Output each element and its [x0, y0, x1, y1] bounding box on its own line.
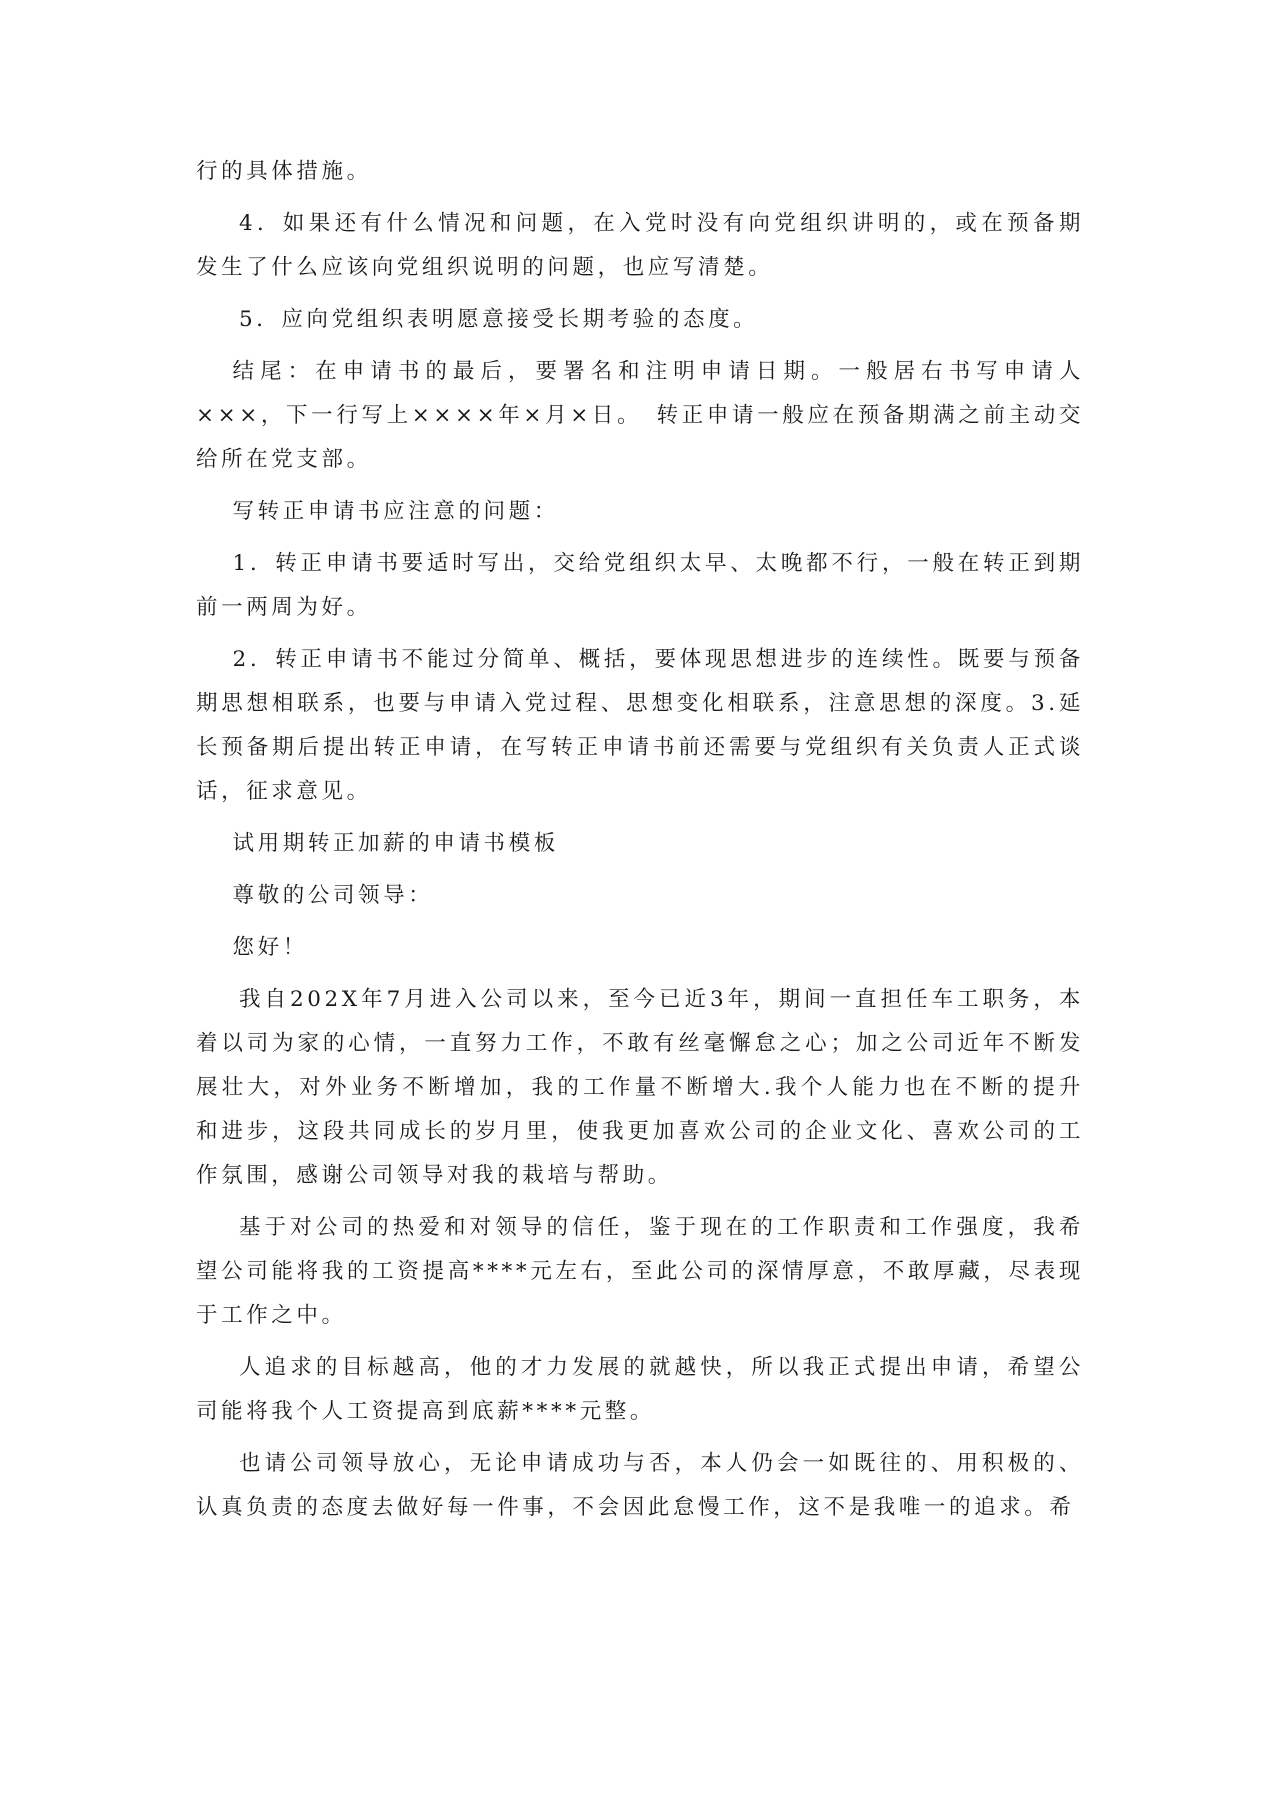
salutation: 尊敬的公司领导：: [232, 883, 434, 908]
document-body: [196, 150, 1084, 1538]
paragraph-note-2: 2．转正申请书不能过分简单、概括，要体现思想进步的连续性。既要与预备期思想相联系，也要与申请入党过程、思想变化相联系，注意思想的深度。3.延长预备期后提出转正申请，在写转正申请书前还需要与党组织有关负责人正式谈话，征求意见。: [196, 647, 1084, 804]
paragraph-ending: 结尾：在申请书的最后，要署名和注明申请日期。一般居右书写申请人×××，下一行写上××××年×月×日。 转正申请一般应在预备期满之前主动交给所在党支部。: [196, 359, 1084, 472]
paragraph-salary-request: 基于对公司的热爱和对领导的信任，鉴于现在的工作职责和工作强度，我希望公司能将我的工资提高****元左右，至此公司的深情厚意，不敢厚藏，尽表现于工作之中。: [196, 1215, 1084, 1328]
greeting: 您好！: [232, 935, 308, 960]
paragraph-point-4: 4．如果还有什么情况和问题，在入党时没有向党组织讲明的，或在预备期发生了什么应该向党组织说明的问题，也应写清楚。: [196, 211, 1084, 280]
paragraph-formal-request: 人追求的目标越高，他的才力发展的就越快，所以我正式提出申请，希望公司能将我个人工资提高到底薪****元整。: [196, 1355, 1084, 1424]
paragraph-background: 我自202X年7月进入公司以来，至今已近3年，期间一直担任车工职务，本着以司为家的心情，一直努力工作，不敢有丝毫懈怠之心；加之公司近年不断发展壮大，对外业务不断增加，我的工作量不断增大.我个人能力也在不断的提升和进步，这段共同成长的岁月里，使我更加喜欢公司的企业文化、喜欢公司的工作氛围，感谢公司领导对我的栽培与帮助。: [196, 987, 1084, 1188]
paragraph-commitment: 也请公司领导放心，无论申请成功与否，本人仍会一如既往的、用积极的、认真负责的态度去做好每一件事，不会因此怠慢工作，这不是我唯一的追求。希: [196, 1451, 1084, 1520]
paragraph-continued-measures: 行的具体措施。: [196, 159, 372, 184]
paragraph-point-5: 5．应向党组织表明愿意接受长期考验的态度。: [239, 307, 759, 332]
template-title: 试用期转正加薪的申请书模板: [232, 831, 559, 856]
section-heading-notes: 写转正申请书应注意的问题：: [232, 499, 559, 524]
paragraph-note-1: 1．转正申请书要适时写出，交给党组织太早、太晚都不行，一般在转正到期前一两周为好。: [196, 551, 1084, 620]
